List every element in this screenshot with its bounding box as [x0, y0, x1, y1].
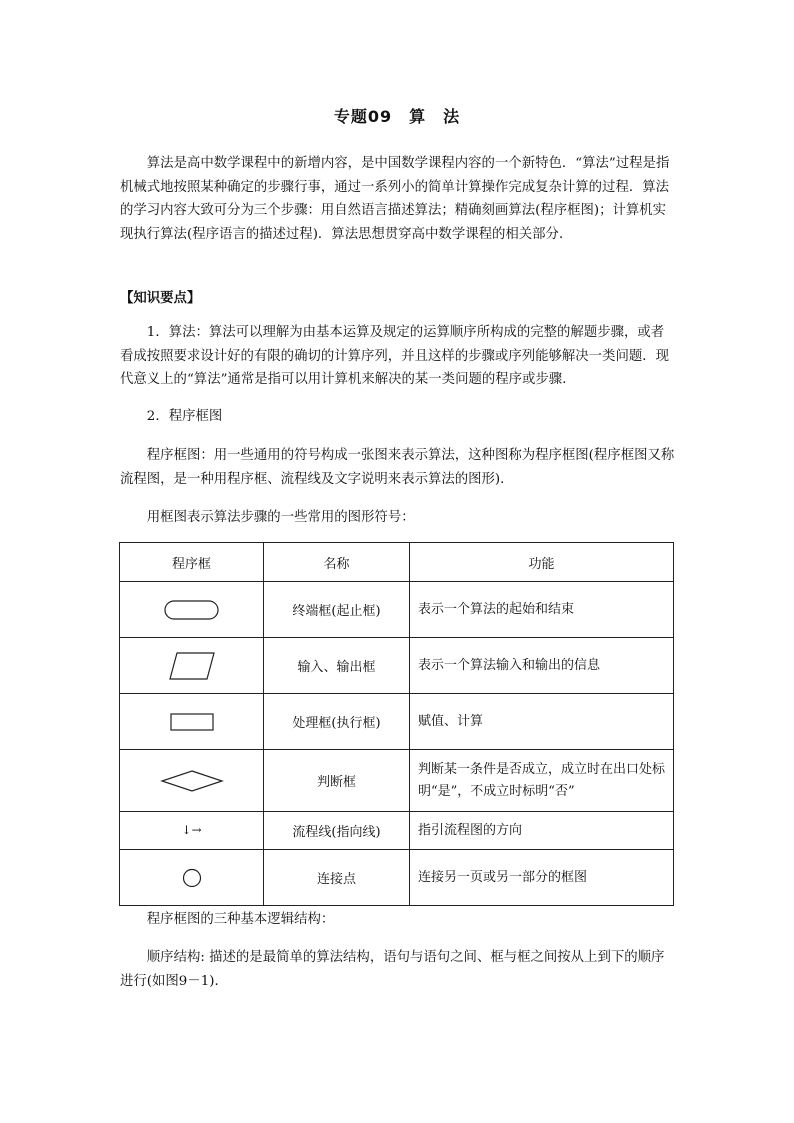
header-function: 功能 — [410, 543, 674, 582]
table-row — [120, 694, 674, 750]
sequence-structure: 顺序结构: 描述的是最简单的算法结构，语句与语句之间、框与框之间按从上到下的顺序进行(如图9－1)． — [120, 950, 665, 989]
table-row — [120, 582, 674, 638]
section-heading: 【知识要点】 — [120, 291, 201, 306]
point2-heading: 2．程序框图 — [146, 409, 223, 424]
circle-icon — [180, 866, 204, 890]
name-cell: 连接点 — [264, 850, 410, 906]
symbol-cell — [120, 812, 264, 850]
symbol-cell — [120, 582, 264, 638]
function-cell: 赋值、计算 — [410, 694, 674, 750]
symbol-cell — [120, 694, 264, 750]
parallelogram-icon — [167, 649, 217, 683]
symbol-table — [119, 542, 674, 906]
table-row — [120, 638, 674, 694]
symbol-cell — [120, 850, 264, 906]
symbol-cell — [120, 750, 264, 812]
page-title: 专题09 算 法 — [333, 107, 461, 126]
name-cell: 终端框(起止框) — [264, 582, 410, 638]
symbol-cell — [120, 638, 264, 694]
table-row — [120, 850, 674, 906]
function-cell: 表示一个算法的起始和结束 — [410, 582, 674, 638]
intro-paragraph: 算法是高中数学课程中的新增内容，是中国数学课程内容的一个新特色．“算法”过程是指机械式地按照某种确定的步骤行事，通过一系列小的简单计算操作完成复杂计算的过程．算法的学习内容大致可分为三个步骤：用自然语言描述算法；精确刻画算法(程序框图)；计算机实现执行算法(程序语言的描述过程)．算法思想贯穿高中数学课程的相关部分． — [120, 156, 670, 242]
table-header-row — [120, 543, 674, 582]
flowchart-definition: 程序框图：用一些通用的符号构成一张图来表示算法，这种图称为程序框图(程序框图又称流程图，是一种用程序框、流程线及文字说明来表示算法的图形)． — [120, 448, 675, 487]
name-cell: 流程线(指向线) — [264, 812, 410, 850]
function-cell: 连接另一页或另一部分的框图 — [410, 850, 674, 906]
header-symbol: 程序框 — [120, 543, 264, 582]
function-cell: 判断某一条件是否成立，成立时在出口处标明“是”，不成立时标明“否” — [410, 750, 674, 812]
function-cell: 表示一个算法输入和输出的信息 — [410, 638, 674, 694]
name-cell: 输入、输出框 — [264, 638, 410, 694]
function-cell: 指引流程图的方向 — [410, 812, 674, 850]
algorithm-definition: 1．算法：算法可以理解为由基本运算及规定的运算顺序所构成的完整的解题步骤，或者看成按照要求设计好的有限的确切的计算序列，并且这样的步骤或序列能够解决一类问题．现代意义上的“算法”通常是指可以用计算机来解决的某一类问题的程序或步骤． — [120, 325, 670, 387]
table-intro: 用框图表示算法步骤的一些常用的图形符号： — [146, 510, 415, 525]
name-cell: 处理框(执行框) — [264, 694, 410, 750]
header-name: 名称 — [264, 543, 410, 582]
table-row — [120, 750, 674, 812]
arrows-icon: ↓→ — [181, 823, 202, 837]
table-row — [120, 812, 674, 850]
diamond-icon — [159, 768, 225, 794]
terminal-icon — [162, 597, 222, 623]
name-cell: 判断框 — [264, 750, 410, 812]
rectangle-icon — [167, 710, 217, 734]
structures-intro: 程序框图的三种基本逻辑结构： — [146, 912, 335, 927]
